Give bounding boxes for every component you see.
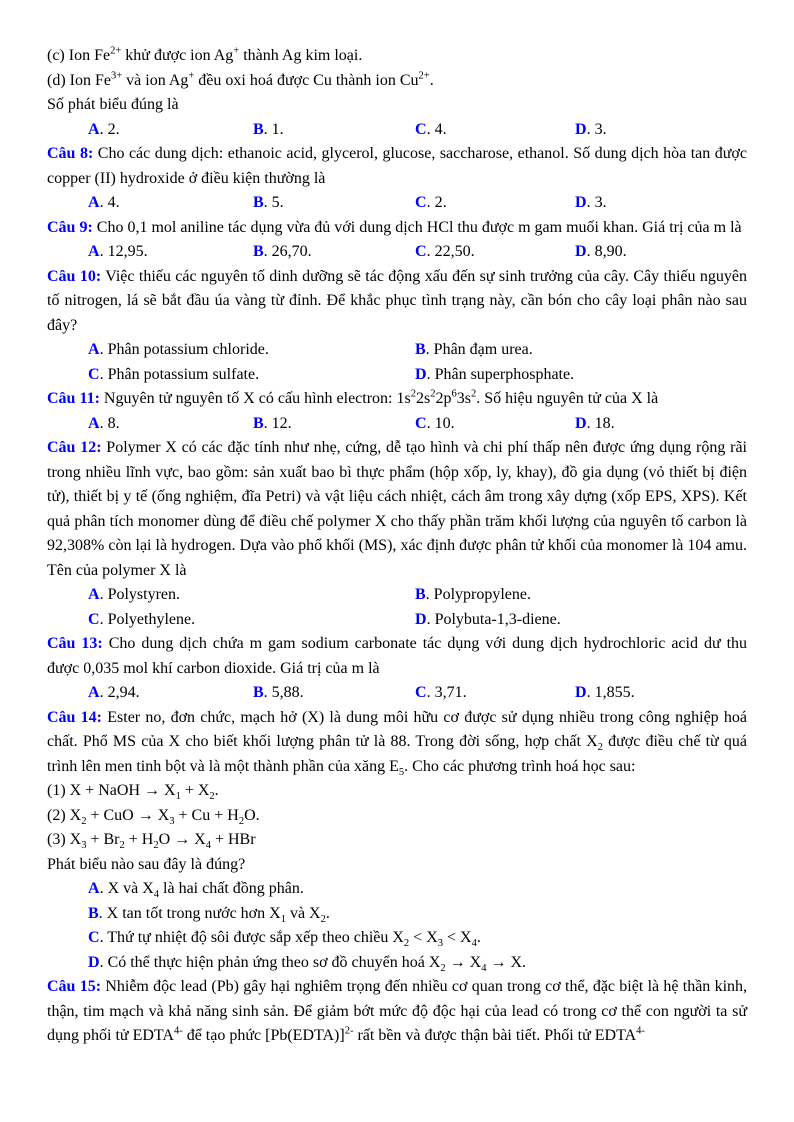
answer-option-a	[88, 583, 415, 608]
text-run: . 5.	[263, 194, 284, 211]
answer-options-row	[47, 240, 747, 265]
paragraph	[47, 44, 747, 69]
text-run: O → X	[158, 831, 206, 848]
option-letter: A	[88, 880, 100, 897]
answer-option-d	[575, 240, 747, 265]
text-run: Việc thiếu các nguyên tố dinh dưỡng sẽ tác động xấu đến sự sinh trưởng của cây. Cây thiếu nguyên tố nitrogen, lá sẽ bắt đầu úa vàng từ đỉnh. Để khắc phục tình trạng này, cần bón cho cây loại phân nào sau đây?	[47, 267, 748, 334]
subscript-text: 2	[320, 913, 326, 925]
text-run: Phát biểu nào sau đây là đúng?	[47, 855, 246, 873]
option-letter: B	[88, 904, 99, 922]
question-number-label: Câu 14:	[47, 708, 103, 726]
text-run: . Có thể thực hiện phản ứng theo sơ đồ chuyển hoá X	[99, 953, 441, 971]
option-letter: A	[88, 414, 100, 432]
paragraph	[47, 804, 747, 829]
text-run: < X	[443, 929, 472, 946]
text-run: + H	[124, 831, 154, 848]
subscript-text: 2	[597, 742, 603, 754]
subscript-text: 1	[175, 791, 181, 803]
superscript-text: +	[188, 70, 195, 82]
text-run: . Thứ tự nhiệt độ sôi được sắp xếp theo chiều X	[99, 929, 404, 946]
paragraph	[47, 779, 747, 804]
text-run: . 4.	[426, 120, 447, 138]
text-run: và X	[285, 904, 321, 922]
paragraph	[47, 93, 747, 118]
answer-option-d	[415, 363, 747, 388]
text-run: . 1.	[263, 120, 284, 138]
text-run: . 3.	[586, 194, 607, 211]
subscript-text: 4	[471, 938, 477, 950]
answer-options-row	[47, 583, 747, 632]
option-letter: D	[415, 365, 427, 383]
text-run: . 26,70.	[263, 243, 312, 260]
answer-option-a	[88, 338, 415, 363]
text-run: Nguyên tử nguyên tố X có cấu hình electron: 1s	[99, 390, 411, 407]
subscript-text: 4	[481, 962, 487, 974]
answer-option-b	[253, 412, 415, 437]
answer-option-a	[88, 681, 253, 706]
text-run: + HBr	[210, 831, 256, 848]
subscript-text: 3	[169, 815, 175, 827]
question-paragraph	[47, 387, 747, 412]
text-run: . Cho các phương trình hoá học sau:	[404, 757, 636, 775]
text-run: . 22,50.	[426, 243, 475, 260]
text-run: để tạo phức [Pb(EDTA)]	[182, 1027, 345, 1044]
text-run: Cho dung dịch chứa m gam sodium carbonate tác dụng với dung dịch hydrochloric acid dư thu được 0,035 mol khí carbon dioxide. Giá trị của m là	[47, 635, 748, 677]
text-run: . 2.	[426, 194, 447, 211]
text-run: 2p	[435, 390, 452, 407]
text-run: .	[476, 929, 481, 946]
question-paragraph	[47, 706, 747, 780]
text-run: thành Ag kim loại.	[239, 47, 363, 64]
text-run: rất bền và được thận bài tiết. Phối tử EDTA	[353, 1027, 637, 1044]
text-run: . Polyethylene.	[99, 610, 196, 628]
text-run: O.	[244, 806, 260, 824]
answer-options-row	[47, 877, 747, 975]
text-run: . 12.	[263, 414, 292, 432]
option-letter: C	[88, 929, 100, 946]
option-letter: D	[575, 414, 587, 432]
text-run: . Polybuta-1,3-diene.	[426, 610, 561, 628]
answer-options-row	[47, 338, 747, 387]
answer-option-d	[415, 608, 747, 633]
subscript-text: 3	[81, 840, 87, 852]
answer-option-c	[415, 191, 575, 216]
option-letter: C	[415, 194, 427, 211]
option-letter: C	[415, 414, 427, 432]
question-number-label: Câu 13:	[47, 635, 103, 652]
subscript-text: 2	[119, 840, 125, 852]
text-run: khử được ion Ag	[121, 47, 234, 64]
text-run: . 10.	[426, 414, 455, 432]
option-letter: D	[575, 684, 587, 701]
text-run: + CuO → X	[86, 806, 170, 824]
text-run: . 5,88.	[263, 684, 304, 701]
text-run: Cho các dung dịch: ethanoic acid, glycerol, glucose, saccharose, ethanol. Số dung dịch hòa tan được copper (II) hydroxide ở điều kiện thường là	[47, 145, 747, 187]
option-letter: B	[415, 341, 426, 358]
question-number-label: Câu 9:	[47, 218, 93, 236]
text-run: và ion Ag	[122, 71, 189, 89]
text-run: (2) X	[47, 806, 82, 824]
option-letter: D	[415, 610, 427, 628]
superscript-text: 4-	[636, 1025, 645, 1037]
question-paragraph	[47, 975, 747, 1049]
text-run: (d) Ion Fe	[47, 71, 111, 89]
answer-option-d	[575, 412, 747, 437]
text-run: 2s	[415, 390, 431, 407]
option-letter: C	[88, 610, 100, 628]
option-letter: A	[88, 243, 100, 260]
exam-document-page	[47, 44, 747, 1049]
subscript-text: 2	[153, 840, 159, 852]
answer-option-d	[575, 191, 747, 216]
answer-options-row	[47, 191, 747, 216]
subscript-text: 5	[398, 766, 405, 778]
option-letter: B	[253, 194, 264, 211]
answer-option-a	[88, 118, 253, 143]
text-run: → X	[445, 953, 482, 971]
text-run: . 2.	[99, 120, 120, 138]
subscript-text: 1	[280, 913, 286, 925]
text-run: . 3,71.	[426, 684, 467, 701]
answer-option-c	[88, 363, 415, 388]
question-number-label: Câu 12:	[47, 439, 102, 456]
answer-option-c	[88, 926, 747, 951]
answer-options-row	[47, 118, 747, 143]
text-run: . 3.	[586, 120, 607, 138]
answer-option-a	[88, 240, 253, 265]
answer-option-c	[88, 608, 415, 633]
answer-option-b	[253, 191, 415, 216]
superscript-text: 2	[430, 388, 436, 400]
option-letter: A	[88, 194, 100, 211]
answer-option-a	[88, 191, 253, 216]
answer-option-c	[415, 240, 575, 265]
text-run: (c) Ion Fe	[47, 47, 111, 64]
text-run: . 8.	[99, 414, 120, 432]
answer-option-c	[415, 118, 575, 143]
subscript-text: 4	[153, 889, 160, 901]
answer-option-d	[575, 681, 747, 706]
subscript-text: 2	[238, 815, 245, 827]
answer-option-a	[88, 877, 747, 902]
superscript-text: 2-	[344, 1025, 354, 1037]
question-paragraph	[47, 142, 747, 191]
text-run: (3) X	[47, 831, 82, 848]
superscript-text: 6	[451, 388, 457, 400]
option-letter: B	[253, 414, 264, 432]
subscript-text: 2	[403, 938, 410, 950]
question-paragraph	[47, 265, 747, 339]
answer-option-b	[253, 681, 415, 706]
paragraph	[47, 853, 747, 878]
text-run: Nhiễm độc lead (Pb) gây hại nghiêm trọng đến nhiều cơ quan trong cơ thể, đặc biệt là hệ thần kinh, thận, tim mạch và khả năng sinh sản. Để giảm bớt mức độ độc hại của lead có trong cơ thể con người ta sử dụng phối tử EDTA	[47, 978, 748, 1044]
option-letter: A	[88, 120, 100, 138]
paragraph	[47, 69, 747, 94]
text-run: được điều chế từ quá trình lên men tinh bột và là một thành phần của xăng E	[47, 733, 748, 775]
subscript-text: 3	[437, 938, 443, 950]
paragraph	[47, 828, 747, 853]
option-letter: D	[575, 194, 587, 211]
option-letter: B	[253, 243, 264, 260]
question-paragraph	[47, 632, 747, 681]
answer-option-b	[253, 118, 415, 143]
text-run: . Số hiệu nguyên tử của X là	[476, 390, 659, 407]
answer-option-b	[415, 583, 747, 608]
option-letter: D	[575, 243, 587, 260]
text-run: là hai chất đồng phân.	[159, 880, 304, 897]
subscript-text: 2	[209, 791, 215, 803]
superscript-text: 2+	[418, 70, 430, 82]
text-run: . Polystyren.	[99, 586, 181, 603]
option-letter: B	[415, 586, 426, 603]
answer-option-b	[253, 240, 415, 265]
text-run: . Phân đạm urea.	[425, 341, 533, 358]
text-run: (1) X + NaOH → X	[47, 782, 176, 799]
option-letter: A	[88, 684, 100, 701]
text-run: đều oxi hoá được Cu thành ion Cu	[194, 71, 419, 89]
superscript-text: +	[233, 45, 240, 57]
subscript-text: 2	[81, 815, 87, 827]
text-run: . 18.	[586, 414, 615, 432]
text-run: . 12,95.	[99, 243, 148, 260]
text-run: 3s	[456, 390, 471, 407]
answer-option-a	[88, 412, 253, 437]
question-number-label: Câu 8:	[47, 145, 94, 162]
text-run: . 1,855.	[586, 684, 635, 701]
text-run: .	[325, 904, 330, 922]
superscript-text: 3+	[110, 70, 123, 82]
text-run: . 4.	[99, 194, 120, 211]
superscript-text: 2+	[110, 45, 122, 57]
option-letter: B	[253, 120, 264, 138]
text-run: → X.	[486, 953, 527, 971]
text-run: .	[214, 782, 219, 799]
superscript-text: 2	[470, 388, 477, 400]
text-run: + Cu + H	[174, 806, 239, 824]
answer-option-d	[88, 951, 747, 976]
text-run: + Br	[86, 831, 120, 848]
text-run: . 8,90.	[586, 243, 627, 260]
text-run: + X	[180, 782, 210, 799]
answer-option-c	[415, 412, 575, 437]
question-number-label: Câu 10:	[47, 267, 102, 285]
text-run: . Phân superphosphate.	[426, 365, 575, 383]
option-letter: C	[415, 120, 427, 138]
question-number-label: Câu 15:	[47, 978, 102, 995]
option-letter: B	[253, 684, 264, 701]
text-run: Polymer X có các đặc tính như nhẹ, cứng, dễ tạo hình và chi phí thấp nên được ứng dụng rộng rãi trong nhiều lĩnh vực, bao gồm: sản xuất bao bì thực phẩm (hộp xốp, ly, khay), đồ gia dụng (vỏ thiết bị điện tử), thiết bị y tế (ống nghiệm, đĩa Petri) và vật liệu cách nhiệt, cách âm trong xây dựng (xốp EPS, XPS). Kết quả phân tích monomer dùng để điều chế polymer X cho thấy phần trăm khối lượng của nguyên tố carbon là 92,308% còn lại là hydrogen. Dựa vào phổ khối (MS), xác định được phân tử khối của monomer là 104 amu. Tên của polymer X là	[47, 439, 748, 579]
option-letter: D	[88, 953, 100, 971]
text-run: . Polypropylene.	[425, 586, 531, 603]
option-letter: C	[88, 365, 100, 383]
option-letter: A	[88, 586, 100, 603]
option-letter: C	[415, 243, 427, 260]
text-run: Số phát biểu đúng là	[47, 96, 179, 113]
question-paragraph	[47, 216, 747, 241]
question-number-label: Câu 11:	[47, 390, 100, 407]
subscript-text: 4	[205, 840, 211, 852]
text-run: < X	[409, 929, 438, 946]
text-run: . X và X	[99, 880, 154, 897]
question-paragraph	[47, 436, 747, 583]
answer-option-b	[88, 902, 747, 927]
superscript-text: 2	[410, 388, 416, 400]
answer-options-row	[47, 412, 747, 437]
answer-option-c	[415, 681, 575, 706]
option-letter: D	[575, 120, 587, 138]
text-run: . Phân potassium sulfate.	[99, 365, 260, 383]
option-letter: C	[415, 684, 427, 701]
text-run: . 2,94.	[99, 684, 140, 701]
answer-option-d	[575, 118, 747, 143]
text-run: Ester no, đơn chức, mạch hở (X) là dung môi hữu cơ được sử dụng nhiều trong công nghiệp hoá chất. Phổ MS của X cho biết khối lượng phân tử là 88. Trong đời sống, hợp chất X	[47, 708, 748, 750]
answer-option-b	[415, 338, 747, 363]
superscript-text: 4-	[173, 1025, 183, 1037]
text-run: . X tan tốt trong nước hơn X	[98, 904, 281, 922]
text-run: Cho 0,1 mol aniline tác dụng vừa đủ với dung dịch HCl thu được m gam muối khan. Giá trị của m là	[92, 218, 742, 236]
answer-options-row	[47, 681, 747, 706]
subscript-text: 2	[440, 962, 446, 974]
text-run: .	[429, 71, 434, 89]
text-run: . Phân potassium chloride.	[99, 341, 269, 358]
option-letter: A	[88, 341, 100, 358]
